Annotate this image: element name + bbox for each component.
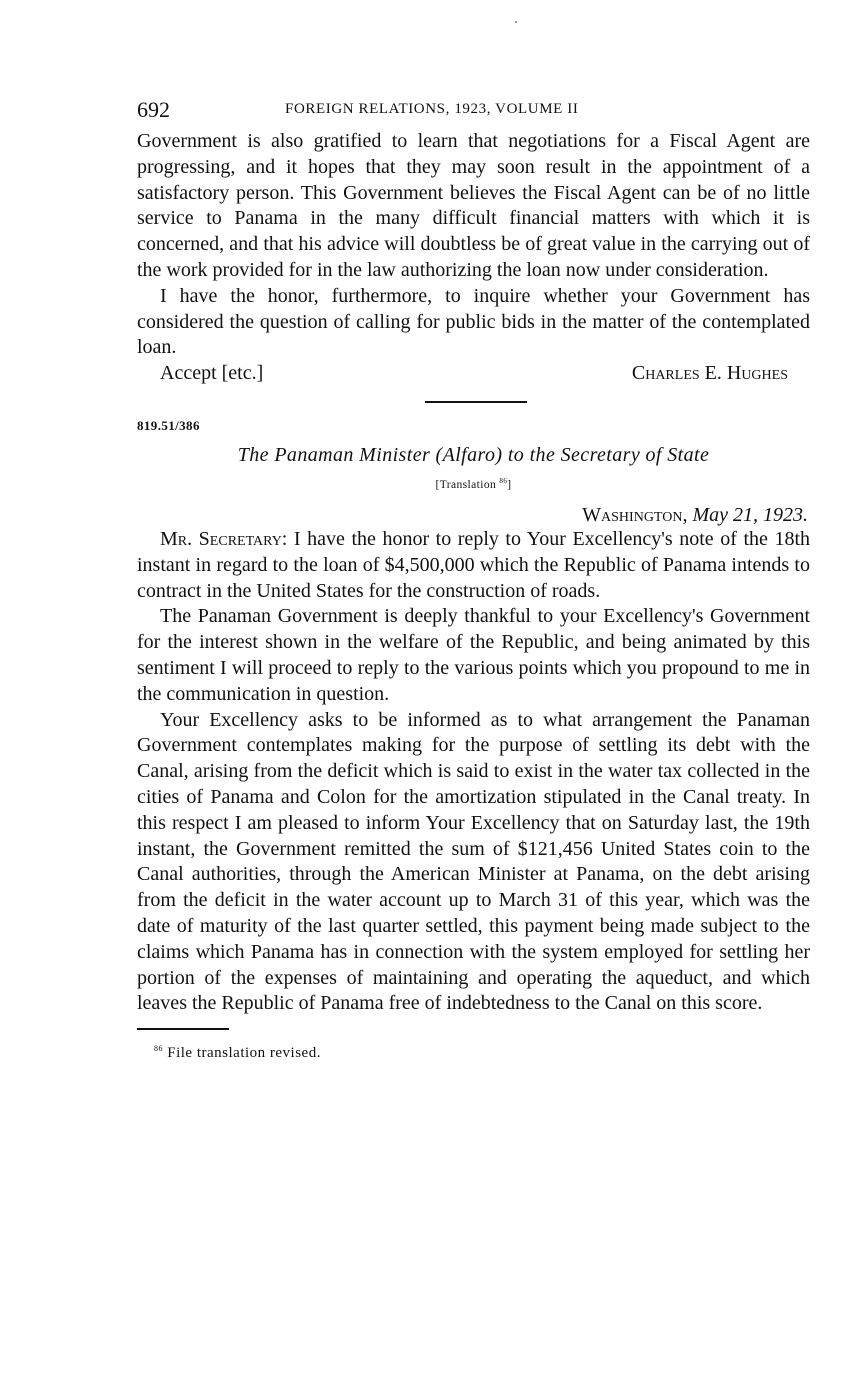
file-number: 819.51/386 <box>137 418 200 434</box>
letter2-paragraph-3: Your Excellency asks to be informed as to what arrangement the Panaman Government contemplates making for the purpose of settling its debt with the Canal, arising from the deficit which is said to exist in the water tax collected in the cities of Panama and Colon for the amortization stipulated in the Canal treaty. In this respect I am pleased to inform Your Excellency that on Saturday last, the 19th instant, the Government remitted the sum of $121,456 United States coin to the Canal authorities, through the American Minister at Panama, on the debt arising from the deficit in the water account up to March 31 of this year, which was the date of maturity of the last quarter settled, this payment being made subject to the claims which Panama has in connection with the system employed for settling her portion of the expenses of maintaining and operating the aqueduct, and which leaves the Republic of Panama free of indebtedness to the Canal on this score. <box>137 708 810 1015</box>
section-divider <box>425 401 527 403</box>
document-page <box>137 95 810 1062</box>
translation-close: ] <box>507 479 512 491</box>
running-head <box>137 95 810 129</box>
footnote-number: 86 <box>154 1044 163 1054</box>
letter1-paragraph-2: I have the honor, furthermore, to inquire whether your Government has considered the question of calling for public bids in the matter of the contemplated loan. <box>137 284 810 359</box>
translation-label: [Translation <box>435 479 497 491</box>
salutation: Mr. Secretary: <box>160 528 288 550</box>
scan-speck <box>515 21 517 23</box>
letter2-paragraph-1-text: I have the honor to reply to Your Excellency's note of the 18th instant in regard to the loan of $4,500,000 which the Republic of Panama intends to contract in the United States for the construction of roads. <box>137 528 811 602</box>
letter1-closing <box>137 361 810 388</box>
signer-name: Charles E. Hughes <box>631 362 788 385</box>
footnote-divider <box>137 1028 229 1030</box>
closing-formula: Accept [etc.] <box>160 362 264 385</box>
document-title: The Panaman Minister (Alfaro) to the Secretary of State <box>237 444 710 467</box>
page-number: 692 <box>137 97 170 122</box>
translation-note <box>137 477 810 491</box>
footnote <box>154 1044 810 1062</box>
letter2-paragraph-1 <box>137 527 810 604</box>
dateline-date: May 21, 1923. <box>692 504 808 526</box>
dateline-place: Washington, <box>582 504 688 526</box>
translation-footnote-ref: 86 <box>499 477 508 486</box>
footnote-text: File translation revised. <box>167 1045 321 1062</box>
dateline <box>137 504 810 527</box>
running-title: FOREIGN RELATIONS, 1923, VOLUME II <box>285 101 579 117</box>
letter1-paragraph-1: Government is also gratified to learn that negotiations for a Fiscal Agent are progressing, and it hopes that they may soon result in the appointment of a satisfactory person. This Government believes the Fiscal Agent can be of no little service to Panama in the many difficult financial matters with which it is concerned, and that his advice will doubtless be of great value in the carrying out of the work provided for in the law authorizing the loan now under consideration. <box>137 130 810 281</box>
letter2-paragraph-2: The Panaman Government is deeply thankful to your Excellency's Government for the interest shown in the welfare of the Republic, and being animated by this sentiment I will proceed to reply to the various points which you propound to me in the communication in question. <box>137 605 810 705</box>
